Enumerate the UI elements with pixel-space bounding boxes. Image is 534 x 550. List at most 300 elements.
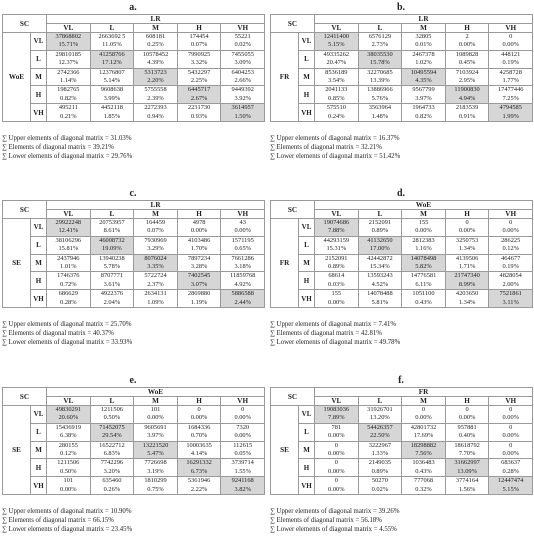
contingency-table (2, 14, 265, 122)
column-header: M (402, 24, 446, 33)
cell-count: 4794585 (489, 104, 533, 113)
cell-count: 2812383 (402, 236, 446, 245)
cell-count: 101 (47, 477, 91, 486)
cell-count: 777068 (402, 477, 446, 486)
row-header: M (31, 441, 47, 459)
cell-percent: 0.43% (402, 468, 446, 477)
cell-percent: 0.82% (47, 95, 91, 104)
corner-header: SC (271, 388, 315, 406)
cell-count: 4203650 (445, 290, 489, 299)
cell-percent: 1.33% (358, 450, 402, 459)
row-header: L (31, 423, 47, 441)
column-header: VL (47, 397, 91, 406)
cell-percent: 8.61% (90, 227, 134, 236)
summary-line: ∑ Elements of diagonal matrix = 56.18% (270, 517, 382, 525)
row-header: M (299, 254, 315, 272)
cell-count: 16291332 (177, 459, 221, 468)
cell-count: 2152091 (358, 219, 402, 228)
panel-label: d. (396, 188, 406, 199)
row-header: VH (31, 290, 47, 308)
cell-count: 42442872 (358, 254, 402, 263)
cell-count: 9449392 (221, 86, 265, 95)
cell-percent: 12.37% (47, 59, 91, 68)
column-header: VH (489, 210, 533, 219)
cell-count: 448121 (489, 50, 533, 59)
cell-count: 9605691 (134, 423, 178, 432)
cell-count: 7990925 (177, 50, 221, 59)
cell-count: 10578452 (134, 50, 178, 59)
summary-line: ∑ Elements of diagonal matrix = 39.21% (2, 144, 114, 152)
summary-line: ∑ Elements of diagonal matrix = 42.81% (270, 330, 382, 338)
cell-count: 0 (489, 423, 533, 432)
cell-percent: 1.77% (489, 77, 533, 86)
cell-count: 3739714 (221, 459, 265, 468)
cell-percent: 15.71% (47, 41, 91, 50)
column-header: L (358, 210, 402, 219)
cell-percent: 0.00% (177, 414, 221, 423)
summary-line: ∑ Upper elements of diagonal matrix = 7.41% (270, 321, 397, 328)
summary-line: ∑ Elements of diagonal matrix = 40.37% (2, 330, 114, 338)
cell-percent: 1.70% (177, 245, 221, 254)
cell-percent: 1.85% (90, 113, 134, 122)
column-header: M (134, 24, 178, 33)
cell-percent: 5.78% (90, 263, 134, 272)
cell-count: 14078488 (358, 290, 402, 299)
cell-percent: 2.00% (489, 281, 533, 290)
cell-count: 2634131 (134, 290, 178, 299)
summary-line: ∑ Lower elements of diagonal matrix = 51.42% (270, 153, 401, 161)
cell-percent: 0.89% (358, 468, 402, 477)
cell-count: 7661286 (221, 254, 265, 263)
cell-count: 3614957 (221, 104, 265, 113)
cell-count: 11900830 (445, 86, 489, 95)
cell-count: 2437946 (47, 254, 91, 263)
cell-percent: 5.82% (402, 263, 446, 272)
cell-percent: 3.07% (177, 281, 221, 290)
cell-count: 2 (445, 33, 489, 42)
column-group-header: LR (47, 201, 265, 210)
cell-percent: 1.34% (445, 245, 489, 254)
cell-percent: 19.09% (90, 245, 134, 254)
cell-percent: 6.83% (90, 450, 134, 459)
cell-count: 2272393 (134, 104, 178, 113)
cell-percent: 0.91% (445, 113, 489, 122)
cell-percent: 0.00% (47, 486, 91, 495)
row-header: H (31, 272, 47, 290)
cell-count: 1964733 (402, 104, 446, 113)
cell-percent: 0.07% (177, 41, 221, 50)
cell-percent: 6.38% (47, 432, 91, 441)
cell-count: 7455055 (221, 50, 265, 59)
row-group-header: FR (271, 33, 299, 122)
cell-count: 42801732 (402, 423, 446, 432)
cell-count: 495211 (47, 104, 91, 113)
row-header: L (31, 50, 47, 68)
cell-percent: 3.19% (134, 468, 178, 477)
cell-count: 71452075 (90, 423, 134, 432)
cell-percent: 11.05% (90, 41, 134, 50)
cell-percent: 8.99% (445, 281, 489, 290)
column-header: L (90, 24, 134, 33)
cell-percent: 2.44% (221, 299, 265, 308)
cell-percent: 5.47% (134, 450, 178, 459)
cell-count: 464677 (489, 254, 533, 263)
cell-count: 1211506 (90, 406, 134, 415)
cell-count: 41258766 (90, 50, 134, 59)
summary-line: ∑ Upper elements of diagonal matrix = 25.70% (2, 321, 132, 328)
row-group-header: WoE (3, 33, 31, 122)
cell-percent: 0.00% (315, 450, 359, 459)
row-header: H (31, 459, 47, 477)
cell-count: 14776581 (402, 272, 446, 281)
cell-percent: 1.50% (221, 113, 265, 122)
row-header: M (31, 68, 47, 86)
cell-percent: 2.73% (358, 41, 402, 50)
row-header: L (299, 236, 315, 254)
cell-percent: 17.69% (402, 432, 446, 441)
column-header: VL (47, 210, 91, 219)
cell-percent: 2.20% (134, 77, 178, 86)
cell-percent: 1.55% (221, 468, 265, 477)
cell-percent: 0.82% (402, 113, 446, 122)
cell-percent: 4.94% (445, 95, 489, 104)
cell-percent: 0.00% (445, 227, 489, 236)
cell-percent: 17.12% (90, 59, 134, 68)
cell-percent: 0.00% (489, 450, 533, 459)
cell-count: 9241168 (221, 477, 265, 486)
row-header: VH (299, 104, 315, 122)
cell-percent: 3.29% (134, 245, 178, 254)
cell-percent: 7.70% (445, 450, 489, 459)
cell-percent: 0.00% (315, 432, 359, 441)
cell-count: 7402545 (177, 272, 221, 281)
cell-percent: 0.21% (47, 113, 91, 122)
column-header: VH (221, 24, 265, 33)
cell-percent: 1.14% (47, 77, 91, 86)
cell-percent: 22.50% (358, 432, 402, 441)
cell-count: 55221 (221, 33, 265, 42)
summary-line: ∑ Lower elements of diagonal matrix = 23.45% (2, 526, 133, 534)
cell-count: 5722724 (134, 272, 178, 281)
cell-count: 68614 (315, 272, 359, 281)
column-header: H (445, 24, 489, 33)
diagonal-summary (2, 320, 264, 348)
panel-b (270, 2, 532, 180)
cell-count: 5432297 (177, 68, 221, 77)
cell-percent: 0.28% (489, 468, 533, 477)
cell-count: 49830291 (47, 406, 91, 415)
column-header: H (177, 397, 221, 406)
column-header: M (134, 397, 178, 406)
cell-percent: 15.34% (358, 263, 402, 272)
cell-count: 2183539 (445, 104, 489, 113)
cell-count: 4258728 (489, 68, 533, 77)
cell-percent: 0.02% (221, 41, 265, 50)
column-header: M (402, 397, 446, 406)
cell-count: 155 (315, 290, 359, 299)
cell-count: 9608638 (90, 86, 134, 95)
panel-label: f. (398, 375, 404, 386)
column-header: L (358, 397, 402, 406)
cell-count: 20753957 (90, 219, 134, 228)
cell-count: 50270 (358, 477, 402, 486)
column-header: H (445, 210, 489, 219)
contingency-table (270, 200, 533, 308)
panel-label: c. (129, 188, 137, 199)
column-header: L (90, 210, 134, 219)
cell-percent: 4.39% (134, 59, 178, 68)
cell-count: 2152091 (315, 254, 359, 263)
cell-percent: 0.00% (177, 227, 221, 236)
row-header: L (299, 50, 315, 68)
column-group-header: WoE (47, 388, 265, 397)
cell-percent: 0.94% (134, 113, 178, 122)
summary-line: ∑ Upper elements of diagonal matrix = 10.90% (2, 508, 132, 515)
column-header: H (177, 210, 221, 219)
cell-count: 5313723 (134, 68, 178, 77)
cell-count: 29922248 (47, 219, 91, 228)
cell-percent: 0.26% (90, 486, 134, 495)
cell-count: 0 (489, 441, 533, 450)
cell-count: 781 (315, 423, 359, 432)
cell-count: 10003635 (177, 441, 221, 450)
cell-percent: 0.50% (90, 414, 134, 423)
cell-percent: 0.25% (134, 41, 178, 50)
cell-percent: 0.43% (402, 299, 446, 308)
cell-count: 8536189 (315, 68, 359, 77)
cell-count: 1571195 (221, 236, 265, 245)
corner-header: SC (271, 201, 315, 219)
cell-count: 174454 (177, 33, 221, 42)
cell-count: 15436919 (47, 423, 91, 432)
cell-count: 46008732 (90, 236, 134, 245)
column-group-header: WoE (315, 201, 533, 210)
column-header: H (177, 24, 221, 33)
cell-count: 5361946 (177, 477, 221, 486)
cell-count: 13940238 (90, 254, 134, 263)
row-group-header: SE (3, 406, 31, 495)
cell-count: 5886588 (221, 290, 265, 299)
panel-e (2, 375, 264, 550)
cell-percent: 0.93% (177, 113, 221, 122)
cell-percent: 7.89% (315, 414, 359, 423)
cell-count: 7726698 (134, 459, 178, 468)
cell-count: 3222967 (358, 441, 402, 450)
cell-percent: 0.02% (358, 486, 402, 495)
cell-count: 37868802 (47, 33, 91, 42)
row-header: H (299, 272, 315, 290)
cell-count: 9567799 (402, 86, 446, 95)
cell-count: 18298882 (402, 441, 446, 450)
cell-percent: 0.00% (315, 468, 359, 477)
cell-count: 10495594 (402, 68, 446, 77)
cell-count: 280155 (47, 441, 91, 450)
cell-count: 1982765 (47, 86, 91, 95)
summary-line: ∑ Lower elements of diagonal matrix = 49.78% (270, 339, 401, 347)
cell-count: 11859768 (221, 272, 265, 281)
cell-count: 0 (315, 459, 359, 468)
cell-count: 12411400 (315, 33, 359, 42)
cell-percent: 0.00% (315, 486, 359, 495)
cell-count: 0 (402, 406, 446, 415)
column-header: VH (221, 397, 265, 406)
cell-percent: 0.12% (489, 245, 533, 254)
row-group-header: SE (3, 219, 31, 308)
cell-count: 32270685 (358, 68, 402, 77)
cell-percent: 2.66% (221, 77, 265, 86)
cell-percent: 2.95% (445, 77, 489, 86)
summary-line: ∑ Lower elements of diagonal matrix = 29.76% (2, 153, 133, 161)
corner-header: SC (3, 201, 47, 219)
column-header: VL (315, 210, 359, 219)
cell-percent: 29.54% (90, 432, 134, 441)
cell-percent: 0.19% (489, 263, 533, 272)
diagonal-summary (270, 507, 532, 535)
row-header: L (299, 423, 315, 441)
summary-line: ∑ Elements of diagonal matrix = 32.21% (270, 144, 382, 152)
diagonal-summary (2, 507, 264, 535)
cell-count: 957881 (445, 423, 489, 432)
cell-count: 608181 (134, 33, 178, 42)
cell-percent: 15.31% (315, 245, 359, 254)
corner-header: SC (271, 15, 315, 33)
cell-percent: 0.03% (315, 281, 359, 290)
cell-count: 0 (221, 406, 265, 415)
cell-percent: 0.89% (315, 263, 359, 272)
cell-count: 5755558 (134, 86, 178, 95)
cell-count: 3563964 (358, 104, 402, 113)
cell-percent: 0.12% (47, 450, 91, 459)
cell-count: 54426357 (358, 423, 402, 432)
cell-percent: 3.97% (134, 432, 178, 441)
cell-percent: 0.00% (445, 414, 489, 423)
cell-count: 2149035 (358, 459, 402, 468)
column-header: VL (315, 397, 359, 406)
cell-percent: 1.19% (177, 299, 221, 308)
cell-percent: 0.70% (177, 432, 221, 441)
cell-percent: 3.32% (177, 59, 221, 68)
cell-count: 101 (134, 406, 178, 415)
cell-count: 32805 (402, 33, 446, 42)
cell-percent: 1.02% (402, 59, 446, 68)
row-header: VL (31, 33, 47, 51)
diagonal-summary (270, 320, 532, 348)
cell-count: 7320 (221, 423, 265, 432)
cell-count: 3250753 (445, 236, 489, 245)
cell-percent: 0.00% (445, 41, 489, 50)
cell-percent: 7.56% (402, 450, 446, 459)
cell-percent: 7.25% (489, 95, 533, 104)
panel-d (270, 188, 532, 366)
cell-percent: 4.52% (358, 281, 402, 290)
cell-percent: 5.14% (90, 77, 134, 86)
row-group-header: SE (271, 406, 299, 495)
column-header: L (90, 397, 134, 406)
cell-percent: 2.39% (134, 95, 178, 104)
cell-count: 13886966 (358, 86, 402, 95)
cell-count: 41132650 (358, 236, 402, 245)
row-header: VL (299, 33, 315, 51)
row-header: VH (299, 477, 315, 495)
cell-count: 44293159 (315, 236, 359, 245)
panel-label: b. (396, 2, 406, 13)
cell-percent: 3.54% (315, 77, 359, 86)
cell-percent: 2.04% (90, 299, 134, 308)
cell-count: 686629 (47, 290, 91, 299)
cell-percent: 1.01% (47, 263, 91, 272)
row-header: VL (299, 406, 315, 424)
column-group-header: LR (315, 15, 533, 24)
cell-count: 31926701 (358, 406, 402, 415)
cell-percent: 5.81% (358, 299, 402, 308)
cell-percent: 2.25% (177, 77, 221, 86)
cell-percent: 3.97% (402, 95, 446, 104)
cell-percent: 17.00% (358, 245, 402, 254)
cell-count: 0 (489, 33, 533, 42)
cell-count: 635460 (90, 477, 134, 486)
cell-count: 4139506 (445, 254, 489, 263)
column-header: M (134, 210, 178, 219)
row-header: M (31, 254, 47, 272)
cell-percent: 1.48% (358, 113, 402, 122)
cell-count: 0 (445, 219, 489, 228)
cell-percent: 5.15% (315, 41, 359, 50)
row-header: VH (31, 104, 47, 122)
cell-percent: 0.19% (489, 59, 533, 68)
contingency-table (270, 387, 533, 495)
cell-percent: 0.00% (221, 432, 265, 441)
cell-count: 12376807 (90, 68, 134, 77)
summary-line: ∑ Upper elements of diagonal matrix = 16.37% (270, 135, 400, 142)
cell-percent: 5.15% (489, 486, 533, 495)
cell-percent: 1.16% (402, 245, 446, 254)
cell-percent: 0.32% (402, 486, 446, 495)
cell-percent: 6.73% (177, 468, 221, 477)
cell-count: 12447474 (489, 477, 533, 486)
cell-percent: 0.50% (47, 468, 91, 477)
cell-count: 1211506 (47, 459, 91, 468)
corner-header: SC (3, 15, 47, 33)
column-header: L (358, 24, 402, 33)
cell-percent: 3.11% (489, 299, 533, 308)
column-header: VH (489, 397, 533, 406)
cell-count: 17477446 (489, 86, 533, 95)
cell-count: 29810185 (47, 50, 91, 59)
cell-count: 0 (315, 477, 359, 486)
cell-percent: 0.00% (489, 227, 533, 236)
summary-line: ∑ Lower elements of diagonal matrix = 33.93% (2, 339, 133, 347)
cell-percent: 3.35% (134, 263, 178, 272)
cell-count: 0 (489, 406, 533, 415)
row-header: VL (299, 219, 315, 237)
cell-percent: 0.00% (489, 432, 533, 441)
cell-percent: 13.39% (358, 77, 402, 86)
row-header: VH (31, 477, 47, 495)
cell-percent: 3.61% (90, 281, 134, 290)
summary-line: ∑ Lower elements of diagonal matrix = 4.55% (270, 526, 397, 534)
cell-percent: 3.09% (221, 59, 265, 68)
cell-count: 7742296 (90, 459, 134, 468)
cell-count: 164459 (134, 219, 178, 228)
cell-percent: 4.14% (177, 450, 221, 459)
cell-percent: 20.60% (47, 414, 91, 423)
column-header: VH (221, 210, 265, 219)
row-header: H (31, 86, 47, 104)
cell-count: 155 (402, 219, 446, 228)
cell-count: 0 (177, 406, 221, 415)
cell-count: 21747340 (445, 272, 489, 281)
cell-percent: 0.00% (402, 414, 446, 423)
